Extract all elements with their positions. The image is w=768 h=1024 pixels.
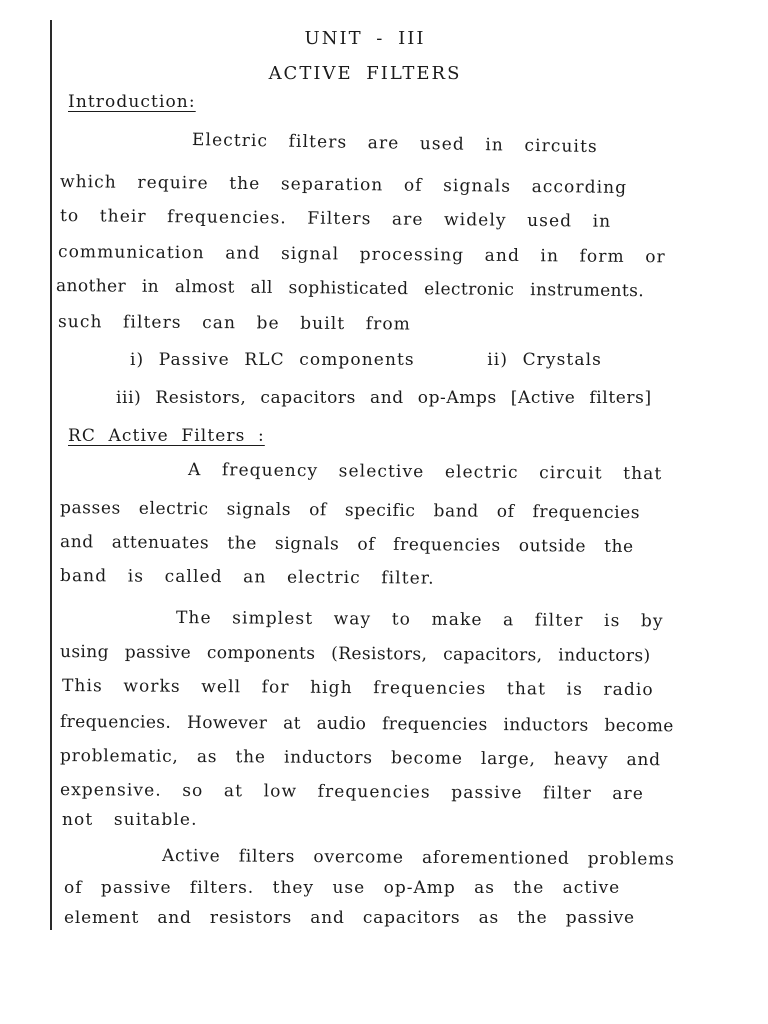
intro-list-2: iii) Resistors, capacitors and op-Amps [Active filters] xyxy=(116,388,652,408)
unit-label: UNIT - III xyxy=(304,28,426,49)
rc-line-14: element and resistors and capacitors as the passive xyxy=(64,908,635,928)
rc-line-12: Active filters overcome aforementioned problems xyxy=(161,846,675,870)
notes-body xyxy=(52,20,738,930)
rc-line-11: not suitable. xyxy=(62,810,198,830)
rc-line-10: expensive. so at low frequencies passive filter are xyxy=(59,780,645,805)
intro-line-3: to their frequencies. Filters are widely used in xyxy=(59,206,612,232)
intro-line-5: another in almost all sophisticated electronic instruments. xyxy=(55,276,645,302)
rc-line-7: This works well for high frequencies that is radio xyxy=(61,676,654,701)
rc-line-3: and attenuates the signals of frequencies outside the xyxy=(59,532,634,558)
page-title: ACTIVE FILTERS xyxy=(268,63,462,84)
rc-line-8: frequencies. However at audio frequencies inductors become xyxy=(59,712,674,737)
intro-line-2: which require the separation of signals according xyxy=(59,172,628,198)
rc-heading: RC Active Filters : xyxy=(68,426,265,446)
rc-line-2: passes electric signals of specific band of frequencies xyxy=(59,498,641,524)
rc-line-9: problematic, as the inductors become large, heavy and xyxy=(59,746,661,771)
rc-line-5: The simplest way to make a filter is by xyxy=(175,608,664,632)
rc-line-4: band is called an electric filter. xyxy=(59,566,435,589)
rc-line-1: A frequency selective electric circuit that xyxy=(187,460,663,485)
intro-line-4: communication and signal processing and in form or xyxy=(57,242,666,268)
intro-line-1: Electric filters are used in circuits xyxy=(191,130,598,158)
intro-list-1: i) Passive RLC components ii) Crystals xyxy=(130,350,602,370)
rc-line-13: of passive filters. they use op-Amp as the active xyxy=(64,878,621,898)
intro-heading: Introduction: xyxy=(68,92,196,112)
rc-line-6: using passive components (Resistors, capacitors, inductors) xyxy=(59,642,651,667)
blank-scan-margin xyxy=(0,930,768,1024)
intro-line-6: such filters can be built from xyxy=(57,312,411,335)
